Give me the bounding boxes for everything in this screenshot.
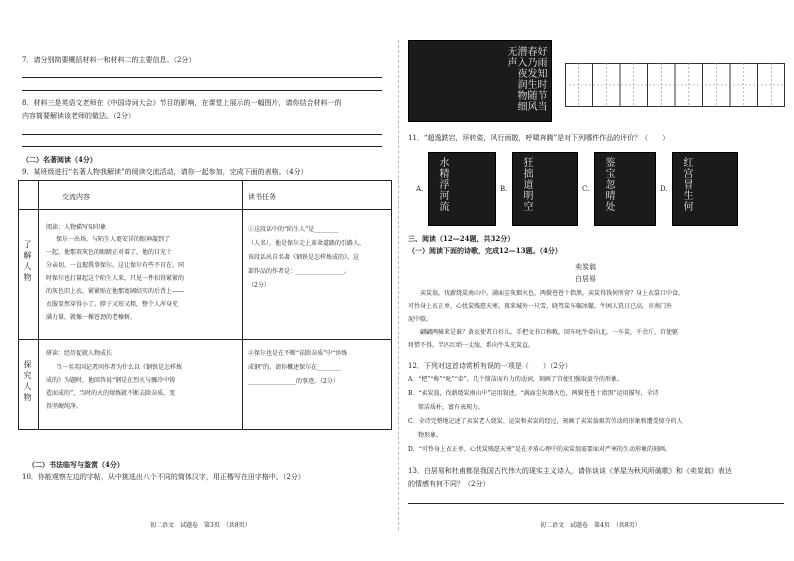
choice-line: D．“可怜身上衣正单，心忧炭贱愿天寒”是在矛盾心理中的卖炭翁需要面对严寒的生动形象的刻画。 <box>408 446 671 453</box>
passage-line: 保尔一出场，与陌生人更安详的眼神凝到了 <box>56 236 171 243</box>
question-7: 7．请分别简要概括材料一和材料二的主要信息。（2分） <box>22 56 196 64</box>
task-line: 成钢”的，请你概述保尔在________ <box>248 364 342 371</box>
task-line: （2分） <box>248 282 270 289</box>
row2-passage <box>46 364 238 411</box>
table-divider <box>18 209 391 210</box>
subsection-heading: （一）阅读下面的诗歌，完成12—13题。（4分） <box>408 246 562 255</box>
practice-grid <box>565 63 785 107</box>
table-divider <box>38 180 39 429</box>
row2-subtitle: 研读：经历促就人物成长 <box>46 350 113 357</box>
answer-line <box>22 146 382 147</box>
row2-label: 探究人物 <box>23 360 32 404</box>
choice-line: B．“卖炭翁，伐薪烧炭南山中”运用叙述，“满面尘灰烟火色，两鬓苍苍十指黑”运用描写，全诗 <box>408 390 659 397</box>
calligraphy-text: 好雨知时节当春乃发生随风潜入夜润物细无声 <box>505 46 546 112</box>
row1-subtitle: 阅读：人物描写知印象 <box>46 224 107 231</box>
task-line: ________________的事迹。（2分） <box>248 378 339 385</box>
answer-line <box>22 90 382 91</box>
passage-line: 分亲切，一直握我事保尔。这让保尔有些不自在。同 <box>46 262 185 269</box>
poem-line: 可怜身上衣正单，心忧炭贱愿天寒。夜来城外一尺雪，晓驾炭车辗冰辙。牛困人饥日已高，市南门外 <box>408 303 673 310</box>
option-b-label: B. <box>500 185 508 193</box>
task-line: ①这段话中的“陌生人”是________ <box>248 226 339 233</box>
question-13-line1: 13．白居易和杜甫都是我国古代伟大的现实主义诗人，请你谈谈《茅屋为秋风所破歌》和《卖炭翁》表达 <box>408 467 732 475</box>
question-12: 12．下列对这首诗赏析有误的一项是（ ）（2分） <box>408 362 572 370</box>
passage-line: 得坚硬纯净。 <box>46 403 83 410</box>
option-a-calligraphy-image[interactable] <box>428 152 496 226</box>
passage-line: 造而成的”，当时的火的熔炼就不断去除杂质，变 <box>46 390 176 397</box>
passage-line: 成的》为题时，他回答说“钢是在烈火与骤冷中铸 <box>46 377 176 384</box>
calligraphy-text: 红宫冒生何 <box>681 157 692 212</box>
section-heading: 三、阅读（12—24题，共32分） <box>408 234 515 243</box>
option-c-calligraphy-image[interactable] <box>594 152 656 226</box>
table-divider <box>242 180 243 429</box>
passage-line: 满力量，就像一棵苍劲的老橡树。 <box>46 314 137 321</box>
poem-body <box>408 290 788 350</box>
question-8-line2: 内容简要解读该老师的做法。（2分） <box>22 112 135 120</box>
question-9: 9．某班级进行“名著人物我解读”的阅读交流活动，请你一起参加，完成下面的表格。（4分） <box>22 168 308 176</box>
poem-title: 卖炭翁 <box>575 263 596 271</box>
option-d-label: D. <box>660 185 668 193</box>
calligraphy-rubbing-image <box>408 40 552 122</box>
answer-line <box>22 134 382 135</box>
row1-task <box>248 226 388 290</box>
option-b-calligraphy-image[interactable] <box>512 152 578 226</box>
task-line: ②保尔也是在不断“祛除杂质”中“淬炼 <box>248 350 348 357</box>
option-c-label: C. <box>582 185 590 193</box>
option-a-label: A. <box>416 185 424 193</box>
section-heading: （二）书法临写与鉴赏（4分） <box>28 460 124 469</box>
question-11: 11．“超逸跌宕，环转姿，风行雨散，呼啸奔腾”是对下列哪件作品的评价？（ ） <box>408 134 670 142</box>
task-line: （人名），他是保尔走上革命道路的引路人， <box>248 240 366 247</box>
row1-label: 了解人物 <box>23 240 32 284</box>
page-footer: 初二语文 试题卷 第3页 （共8页） <box>150 522 251 529</box>
choice-line: A．“把”“称”“叱”“牵”，几个简洁而有力的动词，刻画了宫使们强取豪夺的形象。 <box>408 376 623 383</box>
passage-line: 衣服显然穿得小了。脖子又短又粗，整个人浑身充 <box>46 301 179 308</box>
choice-line: 物形象。 <box>418 432 443 439</box>
page-fold <box>398 40 399 530</box>
choice-line: 简洁质朴，富有表现力。 <box>418 404 485 411</box>
tianzige-grid[interactable] <box>565 63 785 107</box>
row1-passage <box>46 236 238 322</box>
row2-task <box>248 350 388 386</box>
passage-line: 的灰色旧上衣，紧紧贴在他那宽阔结实的后背上—— <box>46 288 185 295</box>
calligraphy-text: 水精浮河流 <box>437 157 448 212</box>
question-8-line1: 8．材料三是英语文老师在《中国诗词大会》节目的影响，在课堂上展示的一幅图片，请你结合材料一的 <box>22 99 342 107</box>
task-line: 部作品的作者是：________________。 <box>248 268 351 275</box>
choice-line: C．全诗完整地记述了卖炭老人烧炭、运炭和卖炭的经过，刻画了卖炭翁艰苦劳动的形象和遭受掠夺的人 <box>408 418 683 425</box>
option-d-calligraphy-image[interactable] <box>672 152 738 226</box>
passage-line: 当一名英国记者问作者为什么以《钢铁是怎样炼 <box>56 364 183 371</box>
poem-line: 卖炭翁，伐薪烧炭南山中。满面尘灰烟火色，两鬓苍苍十指黑。卖炭得钱何所营？身上衣裳口中食。 <box>420 290 685 297</box>
passage-line: 时保尔也打量起这个陌生人来，只见一件扣得紧紧的 <box>46 275 185 282</box>
task-line: 该段话出自名著《钢铁是怎样炼成的》。这 <box>248 254 360 261</box>
calligraphy-text: 鉴宝忽晴处 <box>603 157 614 212</box>
answer-line <box>408 503 784 504</box>
table-divider <box>18 339 391 340</box>
question-10: 10．你能观察左边的字帖，从中挑选出八个不同的简体汉字，用正楷写在田字格中。（2分） <box>22 473 305 481</box>
calligraphy-text: 狂拙道明空 <box>521 157 532 212</box>
question-13-line2: 的情感有何不同？（2分） <box>408 480 490 488</box>
poem-line: 泥中歇。 <box>408 316 433 323</box>
page-footer: 初二语文 试题卷 第4页 （共8页） <box>540 522 641 529</box>
table-header-content: 交流内容 <box>62 193 90 201</box>
table-header-task: 读书任务 <box>248 193 276 201</box>
section-heading: （二）名著阅读（4分） <box>22 155 97 164</box>
question-12-options <box>408 376 788 454</box>
poem-line: 将惜不得。半匹红绡一丈绫，系向牛头充炭直。 <box>408 342 535 349</box>
passage-line: 一起，他那双灰色的眼睛正对着了，他的目光十 <box>46 249 173 256</box>
answer-line <box>22 77 382 78</box>
poem-line: 翩翩两骑来是谁？黄衣使者白衫儿。手把文书口称敕，回车叱牛牵向北。一车炭，千余斤，宫使驱 <box>420 329 679 336</box>
poem-author: 白居易 <box>575 275 596 283</box>
